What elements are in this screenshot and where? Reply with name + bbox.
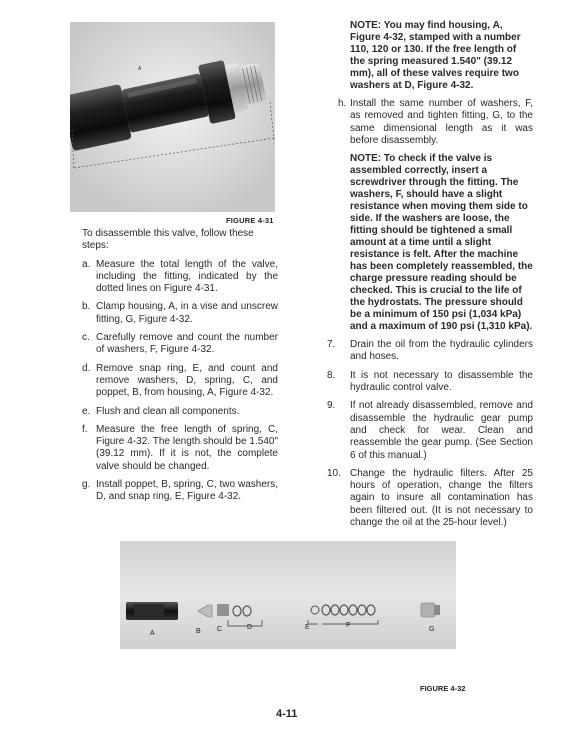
list-item: [82, 301, 278, 326]
step-text: Measure the free length of spring, C, Figure 4-32. The length should be 1.540" (39.12 mm). If it is not, the complete valve should be changed.: [96, 423, 278, 472]
intro-paragraph: To disassemble this valve, follow these steps:: [82, 228, 254, 252]
label-d: D: [247, 624, 253, 631]
step-text: Drain the oil from the hydraulic cylinders and hoses.: [350, 339, 533, 363]
note-valve-check: NOTE: To check if the valve is assembled correctly, insert a screwdriver through the fitting. The washers, F, should have a slight resistance when moving them side to side. If the washers are loose, the fitting should be tightened a small amount at a time until a slight resistance is felt. After the machine has been completely reassembled, the charge pressure reading should be checked. This is crucial to the life of the hydrostats. The pressure should be a minimum of 150 psi (1,034 kPa) and a maximum of 190 psi (1,310 kPa).: [350, 153, 533, 333]
step-marker: 8.: [327, 369, 336, 381]
list-item: [82, 424, 278, 473]
figure-4-31-caption: FIGURE 4-31: [226, 216, 274, 225]
step-text: Change the hydraulic filters. After 25 hours of operation, change the filters again to insure all contamination has been filtered out. (It is not necessary to change the oil at the 25-hour level.): [350, 467, 533, 529]
label-g: G: [429, 626, 435, 633]
list-item: [82, 406, 278, 418]
step-text: Install poppet, B, spring, C, two washers, D, and snap ring, E, Figure 4-32.: [96, 479, 278, 503]
list-item: [82, 332, 278, 357]
figure-4-32-caption: FIGURE 4-32: [420, 684, 466, 693]
label-c: C: [217, 626, 223, 633]
list-item: [327, 339, 533, 364]
page-number: 4-11: [276, 708, 298, 720]
step-marker: b.: [82, 301, 91, 313]
right-steps: [327, 98, 533, 147]
list-item: [82, 479, 278, 504]
step-text: Remove snap ring, E, and count and remove washers, D, spring, C, and poppet, B, from housing, A, Figure 4-32.: [96, 362, 278, 399]
step-marker: h.: [338, 98, 347, 109]
list-item: [82, 363, 278, 400]
right-column: [327, 20, 533, 535]
figure-4-31-photo: [70, 22, 275, 212]
step-marker: e.: [82, 405, 91, 417]
valve-photo: [70, 22, 275, 212]
step-text: It is not necessary to disassemble the hydraulic control valve.: [350, 369, 533, 394]
step-marker: d.: [82, 362, 91, 374]
figure-4-32-photo: [120, 541, 456, 649]
list-item: [327, 400, 533, 461]
numbered-steps: [327, 339, 533, 529]
label-e: E: [305, 624, 310, 631]
step-marker: 9.: [327, 400, 336, 412]
list-item: [82, 259, 278, 296]
list-item: [327, 370, 533, 395]
valve-parts-photo: [120, 541, 456, 649]
label-b: B: [196, 628, 201, 635]
list-item: [327, 98, 533, 147]
step-marker: 7.: [327, 339, 336, 351]
step-marker: g.: [82, 479, 91, 491]
step-text: Flush and clean all components.: [96, 405, 240, 417]
disassembly-steps: [82, 259, 278, 504]
step-marker: 10.: [327, 467, 341, 479]
list-item: [327, 468, 533, 529]
label-f: F: [346, 622, 351, 629]
label-a: A: [150, 630, 155, 637]
step-text: Clamp housing, A, in a vise and unscrew fitting, G, Figure 4-32.: [96, 301, 278, 325]
step-text: If not already disassembled, remove and disassemble the hydraulic gear pump and check for wear. Clean and reassemble the gear pump. (See Section 6 of this manual.): [350, 400, 533, 461]
step-marker: f.: [82, 423, 88, 435]
step-text: Carefully remove and count the number of washers, F, Figure 4-32.: [96, 332, 278, 356]
left-column: [82, 228, 278, 510]
step-text: Install the same number of washers, F, as removed and tighten fitting, G, to the same dimensional length as it was before disassembly.: [350, 98, 533, 146]
step-marker: c.: [82, 332, 90, 344]
step-marker: a.: [82, 258, 91, 270]
label-a-fig31: A: [138, 66, 142, 72]
step-text: Measure the total length of the valve, including the fitting, indicated by the dotted lines on Figure 4-31.: [96, 258, 278, 295]
note-housing-stamp: NOTE: You may find housing, A, Figure 4-32, stamped with a number 110, 120 or 130. If the free length of the spring measured 1.540" (39.12 mm), all of these valves require two washers at D, Figure 4-32.: [350, 20, 521, 91]
